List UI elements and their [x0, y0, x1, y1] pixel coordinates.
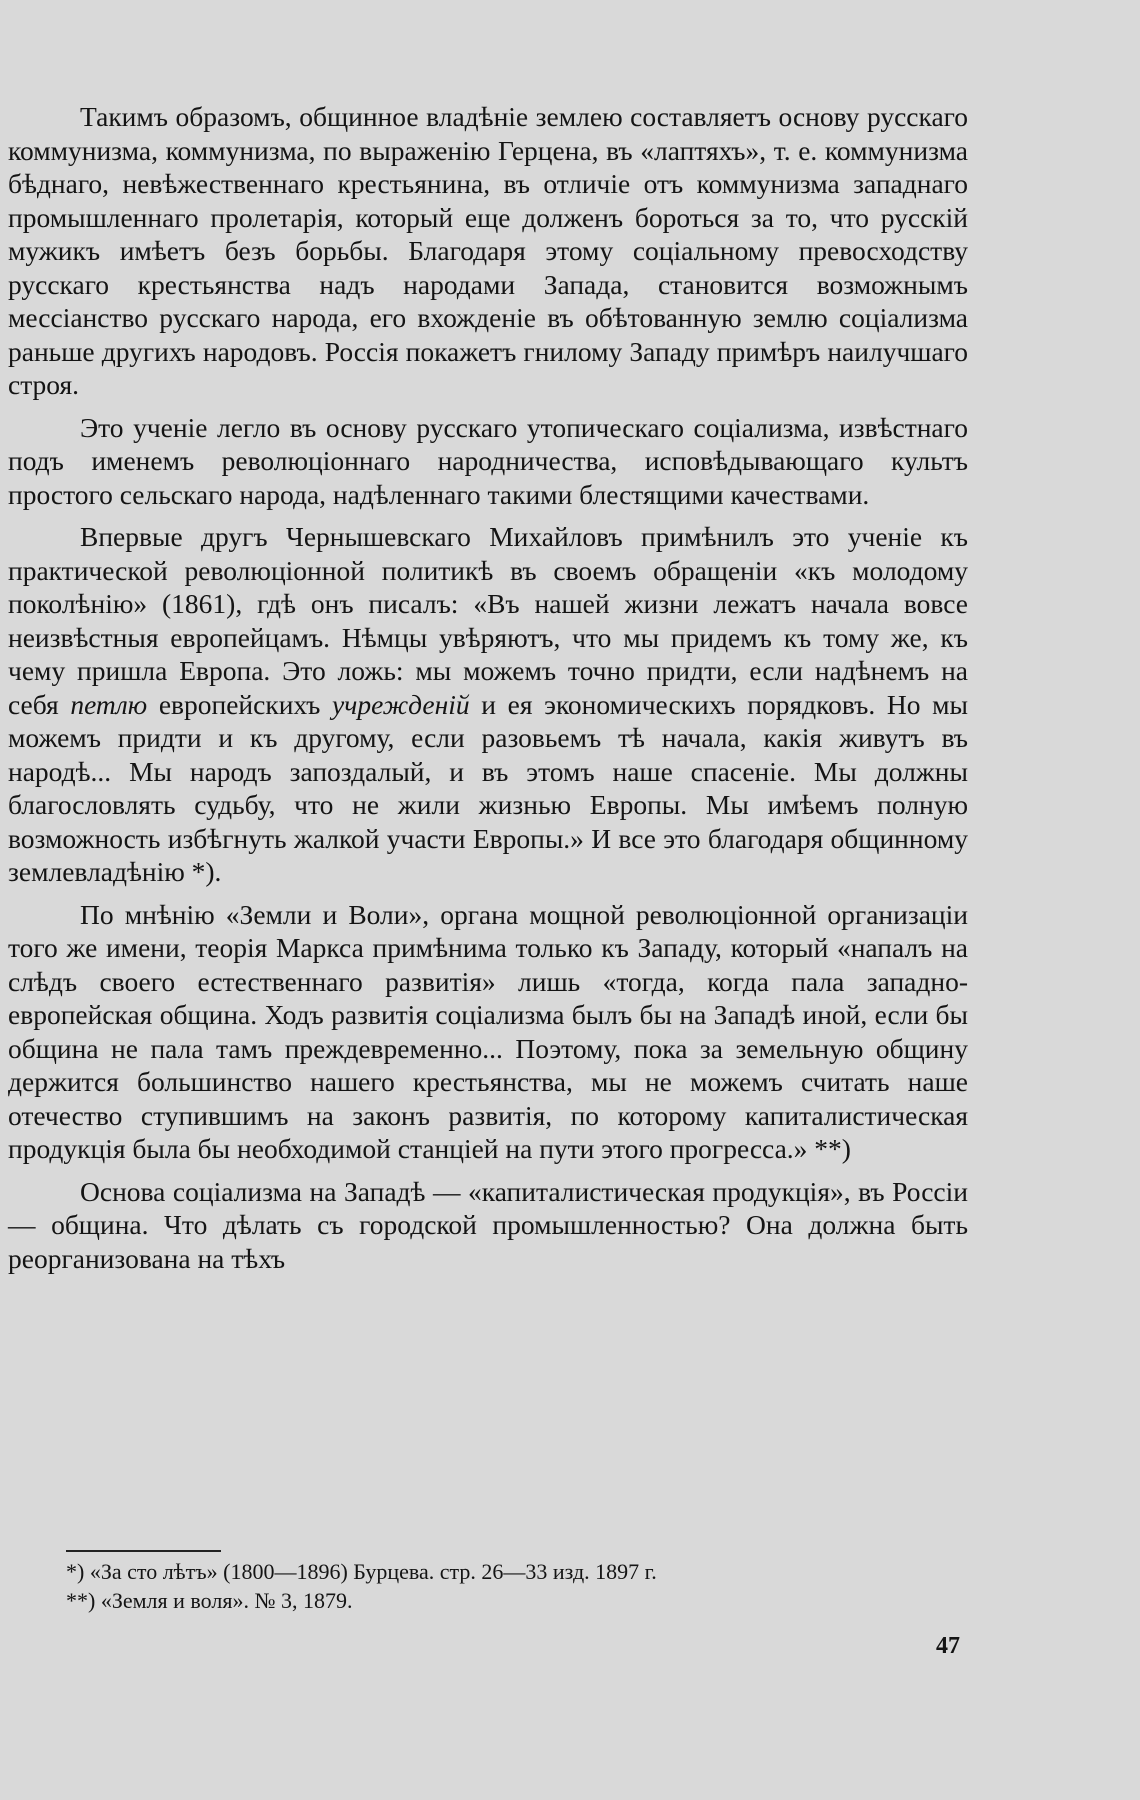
emphasis-petlyu: петлю — [70, 688, 148, 720]
page-number: 47 — [936, 1633, 960, 1659]
footnote-2: **) «Земля и воля». № 3, 1879. — [66, 1588, 353, 1613]
paragraph-3-text-start: Впервые другъ Чернышевскаго Михайловъ примѣнилъ это ученіе къ практической революціонной политикѣ въ своемъ обращеніи «къ молодому поколѣнію» (1861), гдѣ онъ писалъ: «Въ нашей жизни лежатъ начала вовсе неизвѣстныя европейцамъ. Нѣмцы увѣряютъ, что мы придемъ къ тому же, къ чему пришла Европа. Это ложь: мы можемъ точно придти, если надѣнемъ на себя — [8, 521, 968, 720]
paragraph-5 — [8, 1175, 968, 1276]
footnote-1: *) «За сто лѣтъ» (1800—1896) Бурцева. стр. 26—33 изд. 1897 г. — [66, 1559, 657, 1584]
paragraph-1 — [8, 100, 968, 402]
footnote-divider — [66, 1550, 221, 1552]
paragraph-2 — [8, 411, 968, 512]
paragraph-3 — [8, 520, 968, 889]
emphasis-uchrezhdeniy: учрежденій — [332, 688, 470, 720]
paragraph-2-text: Это ученіе легло въ основу русскаго утопическаго соціализма, извѣстнаго подъ именемъ революціоннаго народничества, исповѣдывающаго культъ простого сельскаго народа, надѣленнаго такими блестящими качествами. — [8, 411, 968, 510]
main-text — [8, 100, 968, 1284]
paragraph-3-text-end: и ея экономическихъ порядковъ. Но мы можемъ придти и къ другому, если разовьемъ тѣ начала, какія живутъ въ народѣ... Мы народъ запоздалый, и въ этомъ наше спасеніе. Мы должны благословлять судьбу, что не жили жизнью Европы. Мы имѣемъ полную возможность избѣгнуть жалкой участи Европы.» И все это благодаря общинному землевладѣнію *). — [8, 688, 968, 887]
paragraph-4 — [8, 898, 968, 1166]
paragraph-3-text-middle: европейскихъ — [147, 688, 332, 720]
footnotes — [66, 1557, 976, 1615]
paragraph-5-text: Основа соціализма на Западѣ — «капиталистическая продукція», въ Россіи — община. Что дѣлать съ городской промышленностью? Она должна быть реорганизована на тѣхъ — [8, 1175, 968, 1274]
paragraph-1-text: Такимъ образомъ, общинное владѣніе землею составляетъ основу русскаго коммунизма, коммунизма, по выраженію Герцена, въ «лаптяхъ», т. е. коммунизма бѣднаго, невѣжественнаго крестьянина, въ отличіе отъ коммунизма западнаго промышленнаго пролетарія, который еще долженъ бороться за то, что русскій мужикъ имѣетъ безъ борьбы. Благодаря этому соціальному превосходству русскаго крестьянства надъ народами Запада, становится возможнымъ мессіанство русскаго народа, его вхожденіе въ обѣтованную землю соціализма раньше другихъ народовъ. Россія покажетъ гнилому Западу примѣръ наилучшаго строя. — [8, 101, 968, 400]
paragraph-4-text: По мнѣнію «Земли и Воли», органа мощной революціонной организаціи того же имени, теорія Маркса примѣнима только къ Западу, который «напалъ на слѣдъ своего естественнаго развитія» лишь «тогда, когда пала западно-европейская община. Ходъ развитія соціализма былъ бы на Западѣ иной, если бы община не пала тамъ преждевременно... Поэтому, пока за земельную общину держится большинство нашего крестьянства, мы не можемъ считать наше отечество ступившимъ на законъ развитія, по которому капиталистическая продукція была бы необходимой станціей на пути этого прогресса.» **) — [8, 898, 968, 1164]
